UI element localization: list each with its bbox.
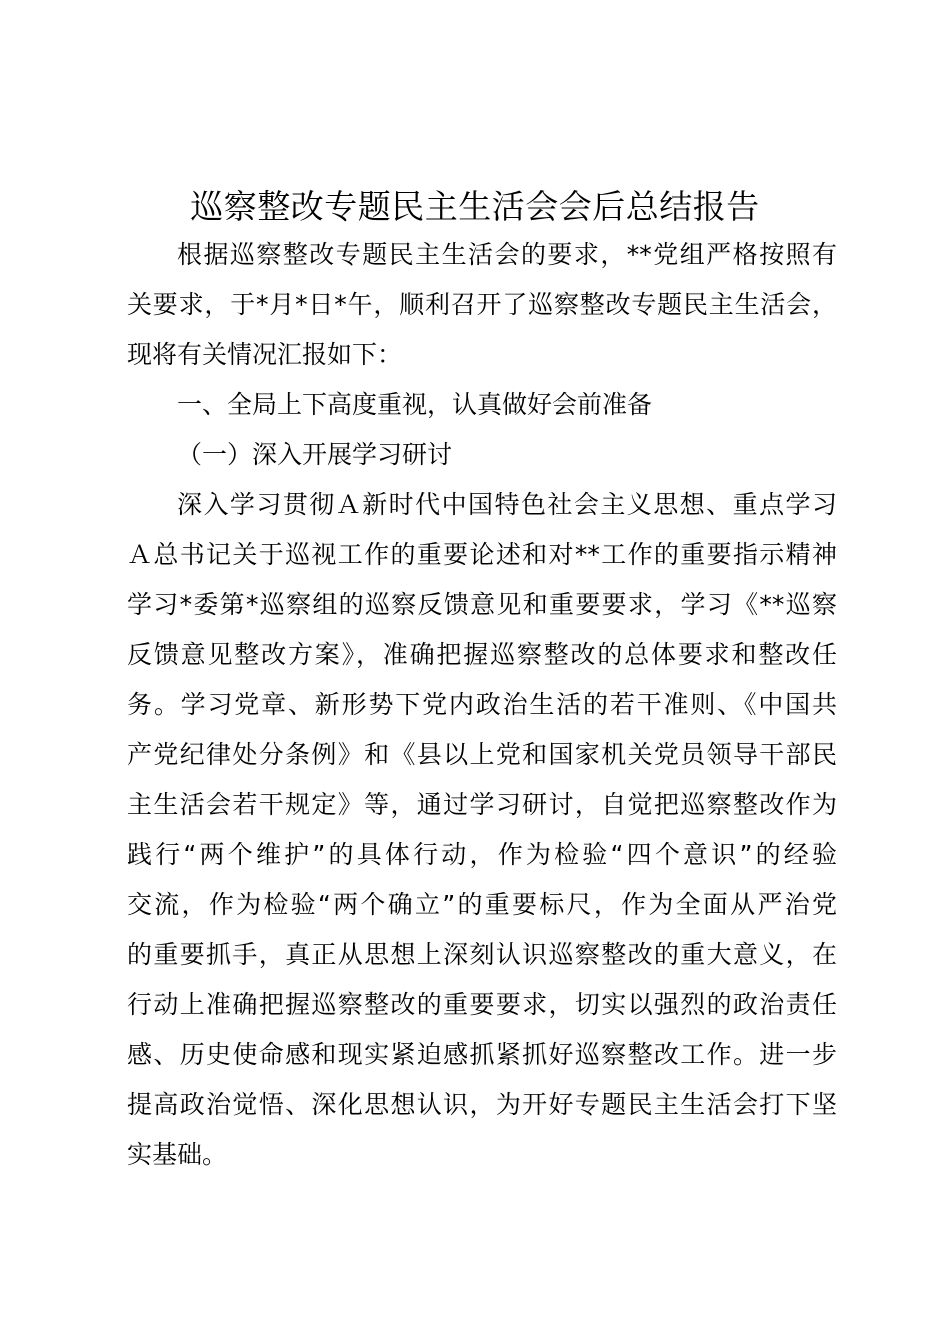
paragraph-line: 现将有关情况汇报如下： [127, 340, 403, 369]
paragraph-line: 产党纪律处分条例》和《县以上党和国家机关党员领导干部民 [127, 740, 837, 769]
paragraph-line: 主生活会若干规定》等，通过学习研讨，自觉把巡察整改作为 [127, 790, 837, 819]
paragraph-line: 实基础。 [127, 1140, 228, 1169]
paragraph-line: 反馈意见整改方案》，准确把握巡察整改的总体要求和整改任 [127, 640, 837, 669]
paragraph-line: 的重要抓手，真正从思想上深刻认识巡察整改的重大意义，在 [127, 940, 837, 969]
paragraph-line: 交流，作为检验“两个确立”的重要标尺，作为全面从严治党 [127, 890, 837, 919]
paragraph-line: 深入学习贯彻Ａ新时代中国特色社会主义思想、重点学习 [177, 490, 837, 519]
paragraph-line: 行动上准确把握巡察整改的重要要求，切实以强烈的政治责任 [127, 990, 837, 1019]
paragraph-line: 关要求，于*月*日*午，顺利召开了巡察整改专题民主生活会， [127, 290, 837, 319]
section-heading: 一、全局上下高度重视，认真做好会前准备 [177, 390, 653, 419]
paragraph-line: Ａ总书记关于巡视工作的重要论述和对**工作的重要指示精神 [127, 540, 837, 569]
paragraph-line: 践行“两个维护”的具体行动，作为检验“四个意识”的经验 [127, 840, 837, 869]
document-title: 巡察整改专题民主生活会会后总结报告 [190, 187, 760, 226]
paragraph-line: 提高政治觉悟、深化思想认识，为开好专题民主生活会打下坚 [127, 1090, 837, 1119]
subsection-heading: （一）深入开展学习研讨 [177, 440, 453, 469]
paragraph-line: 学习*委第*巡察组的巡察反馈意见和重要要求，学习《**巡察 [127, 590, 837, 619]
paragraph-line: 务。学习党章、新形势下党内政治生活的若干准则、《中国共 [127, 690, 837, 719]
paragraph-line: 感、历史使命感和现实紧迫感抓紧抓好巡察整改工作。进一步 [127, 1040, 837, 1069]
paragraph-line: 根据巡察整改专题民主生活会的要求，**党组严格按照有 [177, 240, 837, 269]
